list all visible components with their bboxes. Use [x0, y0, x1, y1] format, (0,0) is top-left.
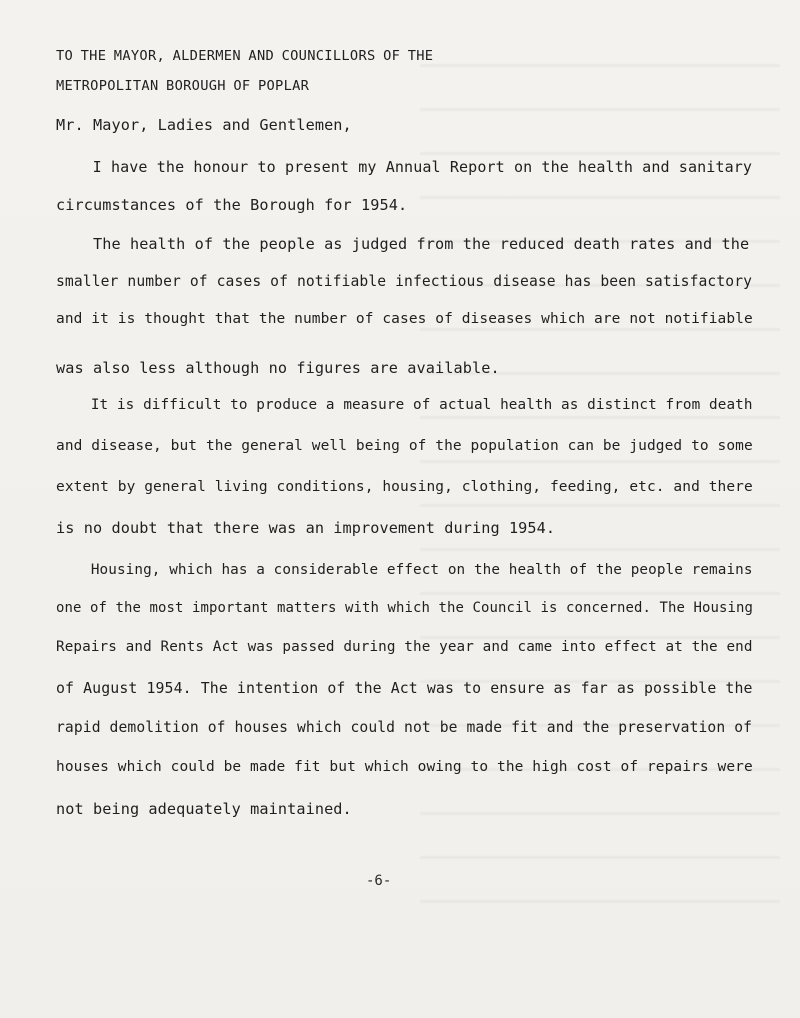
- body-line: The health of the people as judged from the reduced death rates and the: [56, 235, 750, 253]
- body-line: circumstances of the Borough for 1954.: [56, 196, 408, 214]
- body-line: was also less although no figures are available.: [56, 359, 500, 377]
- address-heading-line-2: METROPOLITAN BOROUGH OF POPLAR: [56, 78, 310, 94]
- body-line: rapid demolition of houses which could not be made fit and the preservation of: [56, 719, 753, 736]
- body-line: Repairs and Rents Act was passed during the year and came into effect at the end: [56, 639, 753, 655]
- body-line: is no doubt that there was an improvement during 1954.: [56, 519, 556, 537]
- body-line: extent by general living conditions, housing, clothing, feeding, etc. and there: [56, 479, 753, 495]
- body-line: Housing, which has a considerable effect on the health of the people remains: [56, 562, 753, 578]
- body-line: and it is thought that the number of cases of diseases which are not notifiable: [56, 311, 753, 327]
- body-line: houses which could be made fit but which owing to the high cost of repairs were: [56, 759, 753, 775]
- body-line: and disease, but the general well being of the population can be judged to some: [56, 438, 753, 454]
- body-line: I have the honour to present my Annual Report on the health and sanitary: [56, 158, 753, 176]
- body-line: one of the most important matters with which the Council is concerned. The Housing: [56, 600, 754, 616]
- body-line: not being adequately maintained.: [56, 800, 352, 818]
- salutation: Mr. Mayor, Ladies and Gentlemen,: [56, 116, 352, 134]
- page-number: -6-: [366, 873, 392, 889]
- address-heading-line-1: TO THE MAYOR, ALDERMEN AND COUNCILLORS OF THE: [56, 48, 434, 64]
- body-line: It is difficult to produce a measure of actual health as distinct from death: [56, 397, 753, 413]
- body-line: of August 1954. The intention of the Act was to ensure as far as possible the: [56, 679, 753, 697]
- body-line: smaller number of cases of notifiable infectious disease has been satisfactory: [56, 273, 753, 290]
